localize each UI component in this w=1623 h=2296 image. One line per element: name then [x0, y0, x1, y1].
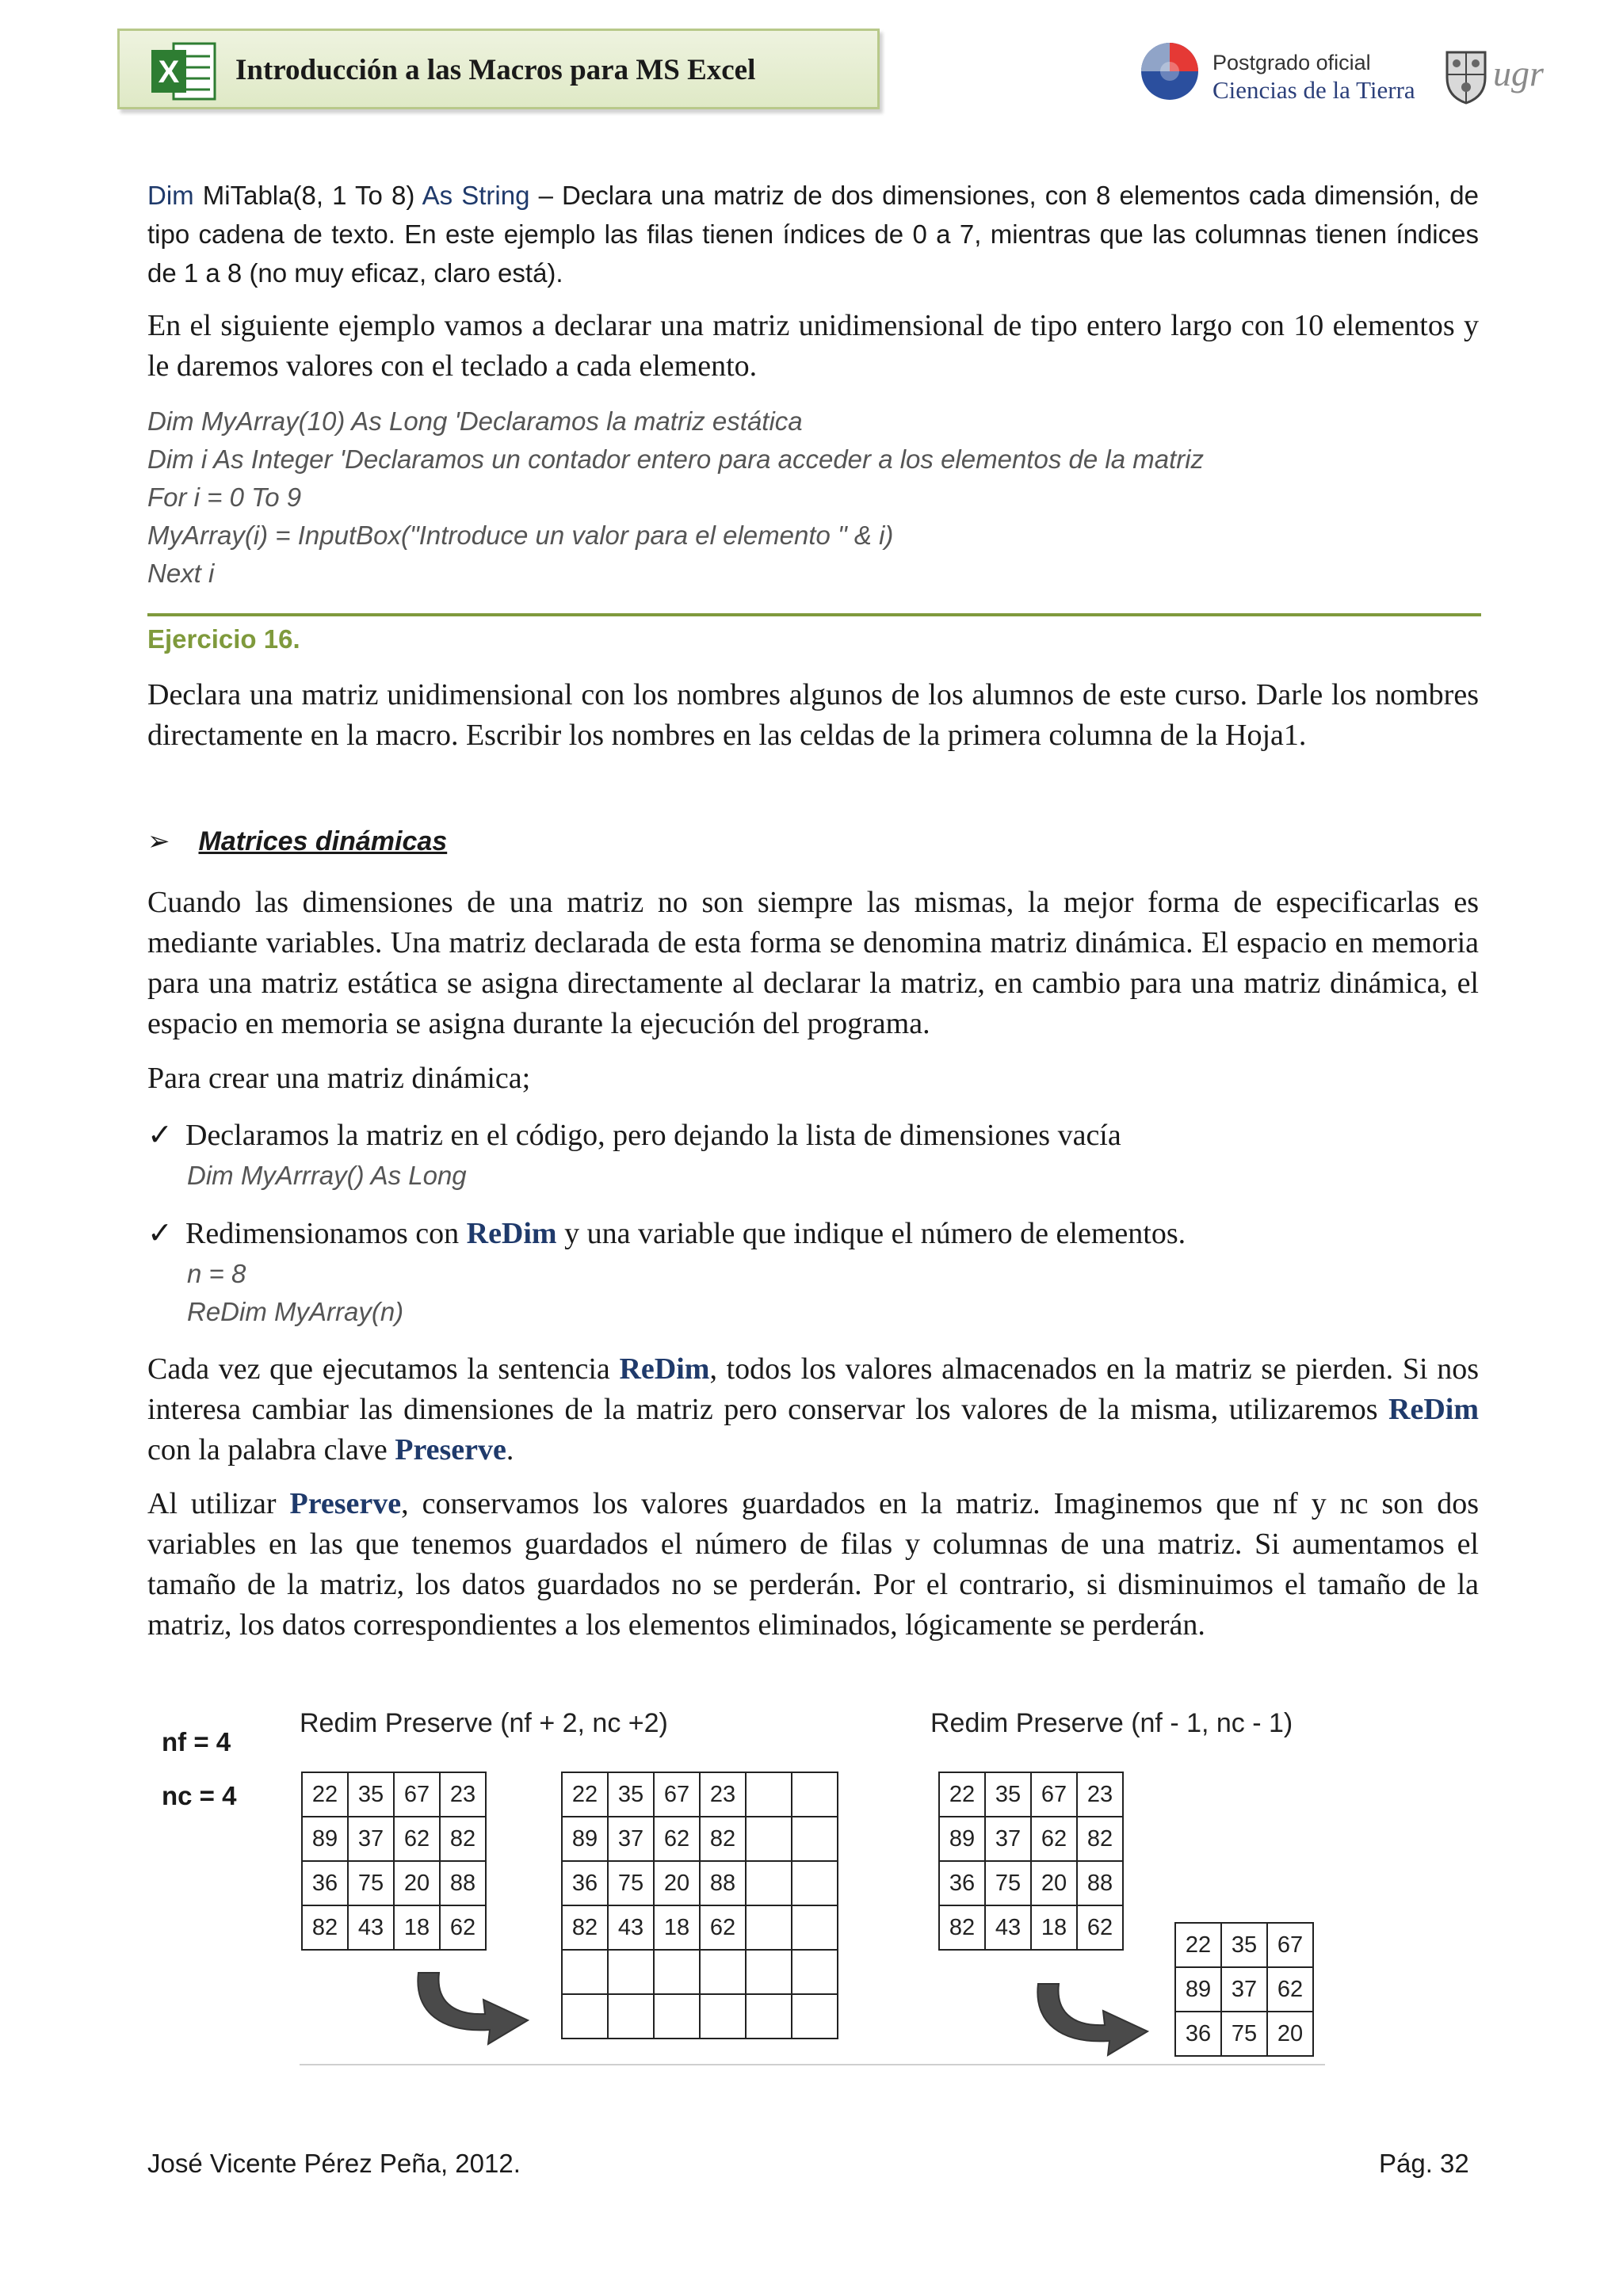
matrix-cell: 82	[939, 1905, 985, 1950]
code-line: Next i	[147, 559, 215, 588]
step-2-code	[187, 1255, 403, 1331]
matrix-cell: 75	[348, 1861, 394, 1905]
step-text: Redimensionamos con	[185, 1217, 467, 1250]
matrix-cell: 37	[608, 1817, 654, 1861]
code-line: For i = 0 To 9	[147, 482, 302, 512]
matrix-cell: 23	[440, 1772, 486, 1817]
matrix-cell: 35	[1221, 1923, 1267, 1967]
matrix-cell: 35	[608, 1772, 654, 1817]
keyword-as-string: As String	[422, 181, 530, 210]
paragraph-example-intro: En el siguiente ejemplo vamos a declarar una matriz unidimensional de tipo entero largo con 10 elementos y le daremos valores con el teclado a cada elemento.	[147, 309, 1479, 383]
matrix-cell: 67	[394, 1772, 440, 1817]
matrix-row	[939, 1817, 1123, 1861]
matrix-cell	[746, 1817, 792, 1861]
excel-logo-letter: X	[158, 55, 180, 90]
matrix-row	[562, 1994, 838, 2039]
arrow-bullet-icon: ➢	[147, 827, 170, 856]
matrix-cell: 20	[654, 1861, 700, 1905]
excel-logo-icon	[150, 39, 218, 104]
matrix-cell: 36	[1175, 2012, 1221, 2056]
matrix-cell: 36	[562, 1861, 608, 1905]
matrix-cell: 23	[1077, 1772, 1123, 1817]
matrix-cell	[746, 1950, 792, 1994]
matrix-cell: 43	[608, 1905, 654, 1950]
figure-baseline	[300, 2064, 1325, 2065]
exercise-title: Ejercicio 16.	[147, 624, 300, 654]
matrix-cell	[792, 1861, 838, 1905]
matrix-cell: 89	[562, 1817, 608, 1861]
matrix-cell	[700, 1950, 746, 1994]
exercise-text: Declara una matriz unidimensional con los nombres algunos de los alumnos de este curso. Darle los nombres directamente en la macro. Escribir los nombres en las celdas de la primera columna de la Hoja1.	[147, 678, 1479, 752]
matrix-cell	[654, 1994, 700, 2039]
matrix-cell	[792, 1950, 838, 1994]
paragraph-text: , todos los valores almacenados en la matriz se pierden. Si nos interesa cambiar las dimensiones de la matriz pero conservar los valores de la misma, utilizaremos	[147, 1352, 1479, 1426]
matrix-cell: 20	[394, 1861, 440, 1905]
matrix-cell: 67	[654, 1772, 700, 1817]
matrix-cell: 75	[985, 1861, 1031, 1905]
matrix-cell: 62	[1267, 1967, 1313, 2012]
header-banner	[117, 29, 880, 109]
matrix-cell: 88	[440, 1861, 486, 1905]
matrix-cell	[792, 1817, 838, 1861]
matrix-cell: 18	[654, 1905, 700, 1950]
keyword-dim: Dim	[147, 181, 194, 210]
matrix-cell: 43	[985, 1905, 1031, 1950]
matrix-cell: 37	[1221, 1967, 1267, 2012]
matrix-original	[301, 1772, 487, 1951]
check-icon: ✓	[147, 1119, 173, 1152]
footer-author: José Vicente Pérez Peña, 2012.	[147, 2149, 521, 2178]
section-heading-row	[147, 826, 1479, 857]
ugr-logo-text: ugr	[1493, 53, 1544, 93]
matrix-cell	[746, 1994, 792, 2039]
matrix-cell: 88	[1077, 1861, 1123, 1905]
matrix-cell: 20	[1267, 2012, 1313, 2056]
figure-label-grow: Redim Preserve (nf + 2, nc +2)	[300, 1708, 668, 1738]
paragraph-text: – Declara una matriz de dos dimensiones, con 8 elementos cada dimensión, de tipo cadena de texto. En este ejemplo las filas tienen índices de 0 a 7, mientras que las columnas tienen índices de 1 a 8 (no muy eficaz, claro está).	[147, 181, 1479, 288]
matrix-cell: 75	[608, 1861, 654, 1905]
matrix-cell: 18	[1031, 1905, 1077, 1950]
step-1-code: Dim MyArrray() As Long	[187, 1161, 467, 1190]
matrix-cell: 89	[939, 1817, 985, 1861]
university-logo-icon	[1138, 40, 1201, 103]
matrix-cell: 62	[1031, 1817, 1077, 1861]
matrix-cell	[792, 1772, 838, 1817]
code-line: n = 8	[187, 1259, 246, 1288]
step-1	[147, 1117, 1121, 1153]
matrix-row	[939, 1905, 1123, 1950]
matrix-cell: 62	[394, 1817, 440, 1861]
matrix-cell	[746, 1861, 792, 1905]
matrix-row	[562, 1905, 838, 1950]
section-divider	[147, 613, 1481, 616]
paragraph-text: Cada vez que ejecutamos la sentencia	[147, 1352, 620, 1386]
matrix-row	[939, 1772, 1123, 1817]
keyword-redim: ReDim	[1388, 1393, 1479, 1426]
matrix-cell: 62	[654, 1817, 700, 1861]
paragraph-dynamic-arrays: Cuando las dimensiones de una matriz no son siempre las mismas, la mejor forma de especificarlas es mediante variables. Una matriz declarada de esta forma se denomina matriz dinámica. El espacio en memoria para una matriz estática se asigna directamente al declarar la matriz, en cambio para una matriz dinámica, el espacio en memoria se asigna durante la ejecución del programa.	[147, 886, 1479, 1040]
matrix-cell: 43	[348, 1905, 394, 1950]
matrix-row	[1175, 1923, 1313, 1967]
matrix-cell: 67	[1267, 1923, 1313, 1967]
nf-label: nf = 4	[162, 1727, 231, 1756]
matrix-row	[302, 1772, 486, 1817]
matrix-cell: 23	[700, 1772, 746, 1817]
paragraph-preserve	[147, 1484, 1479, 1646]
program-name: Ciencias de la Tierra	[1212, 76, 1415, 104]
paragraph-text: Al utilizar	[147, 1487, 290, 1520]
keyword-redim: ReDim	[466, 1217, 557, 1250]
curved-arrow-icon	[403, 1965, 537, 2054]
keyword-preserve: Preserve	[289, 1487, 402, 1520]
matrix-cell	[654, 1950, 700, 1994]
paragraph-text: .	[506, 1433, 514, 1466]
paragraph-text: , conservamos los valores guardados en la matriz. Imaginemos que nf y nc son dos variables en las que tenemos guardados el número de filas y columnas de una matriz. Si aumentamos el tamaño de la matriz, los datos guardados no se perderán. Por el contrario, si disminuimos el tamaño de la matriz, los datos correspondientes a los elementos eliminados, lógicamente se perderán.	[147, 1487, 1479, 1642]
matrix-enlarged	[561, 1772, 838, 2039]
step-text: y una variable que indique el número de elementos.	[556, 1217, 1186, 1250]
matrix-cell: 22	[562, 1772, 608, 1817]
matrix-cell: 88	[700, 1861, 746, 1905]
matrix-cell: 82	[1077, 1817, 1123, 1861]
matrix-cell: 37	[348, 1817, 394, 1861]
paragraph-redim	[147, 1349, 1479, 1470]
matrix-cell	[746, 1772, 792, 1817]
matrix-row	[1175, 1967, 1313, 2012]
matrix-cell: 67	[1031, 1772, 1077, 1817]
matrix-original-2	[938, 1772, 1124, 1951]
code-line: MyArray(i) = InputBox("Introduce un valor para el elemento " & i)	[147, 521, 894, 550]
matrix-cell	[746, 1905, 792, 1950]
curved-arrow-icon	[1022, 1976, 1157, 2065]
keyword-preserve: Preserve	[395, 1433, 506, 1466]
matrix-cell	[562, 1950, 608, 1994]
matrix-cell: 62	[1077, 1905, 1123, 1950]
matrix-cell	[562, 1994, 608, 2039]
code-line: Dim MyArray(10) As Long 'Declaramos la matriz estática	[147, 406, 803, 436]
code-block-myarray	[147, 402, 1479, 593]
matrix-cell	[792, 1905, 838, 1950]
page-number: Pág. 32	[1379, 2149, 1469, 2178]
matrix-row	[562, 1772, 838, 1817]
step-2	[147, 1215, 1186, 1251]
matrix-cell: 89	[1175, 1967, 1221, 2012]
matrix-cell	[608, 1994, 654, 2039]
matrix-cell: 36	[939, 1861, 985, 1905]
matrix-cell: 36	[302, 1861, 348, 1905]
matrix-row	[939, 1861, 1123, 1905]
matrix-cell: 62	[440, 1905, 486, 1950]
code-line: ReDim MyArray(n)	[187, 1297, 404, 1326]
matrix-cell: 62	[700, 1905, 746, 1950]
postgrado-label: Postgrado oficial	[1212, 51, 1371, 74]
matrix-cell	[700, 1994, 746, 2039]
paragraph-text: con la palabra clave	[147, 1433, 395, 1466]
nc-label: nc = 4	[162, 1781, 237, 1810]
matrix-cell: 82	[440, 1817, 486, 1861]
code-fragment: MiTabla(8, 1 To 8)	[193, 181, 422, 210]
matrix-cell: 75	[1221, 2012, 1267, 2056]
matrix-cell: 37	[985, 1817, 1031, 1861]
matrix-cell: 82	[302, 1905, 348, 1950]
matrix-row	[562, 1950, 838, 1994]
section-heading: Matrices dinámicas	[198, 826, 448, 856]
paragraph-dim-mitabla	[147, 176, 1479, 292]
matrix-row	[302, 1861, 486, 1905]
matrix-row	[302, 1817, 486, 1861]
matrix-cell: 82	[562, 1905, 608, 1950]
matrix-cell	[608, 1950, 654, 1994]
matrix-cell: 22	[302, 1772, 348, 1817]
matrix-cell: 22	[1175, 1923, 1221, 1967]
matrix-cell: 89	[302, 1817, 348, 1861]
matrix-cell	[792, 1994, 838, 2039]
page-title: Introducción a las Macros para MS Excel	[235, 54, 756, 86]
paragraph-create-dynamic: Para crear una matriz dinámica;	[147, 1062, 531, 1095]
matrix-cell: 22	[939, 1772, 985, 1817]
university-crest-icon	[1441, 46, 1491, 105]
matrix-cell: 35	[985, 1772, 1031, 1817]
step-text: Declaramos la matriz en el código, pero dejando la lista de dimensiones vacía	[185, 1119, 1121, 1152]
keyword-redim: ReDim	[619, 1352, 710, 1386]
matrix-cell: 82	[700, 1817, 746, 1861]
matrix-reduced	[1174, 1922, 1314, 2057]
matrix-cell: 35	[348, 1772, 394, 1817]
matrix-row	[302, 1905, 486, 1950]
matrix-cell: 18	[394, 1905, 440, 1950]
code-line: Dim i As Integer 'Declaramos un contador entero para acceder a los elementos de la matriz	[147, 444, 1205, 474]
matrix-row	[562, 1817, 838, 1861]
figure-label-shrink: Redim Preserve (nf - 1, nc - 1)	[930, 1708, 1293, 1738]
check-icon: ✓	[147, 1217, 173, 1250]
matrix-row	[562, 1861, 838, 1905]
matrix-cell: 20	[1031, 1861, 1077, 1905]
matrix-row	[1175, 2012, 1313, 2056]
